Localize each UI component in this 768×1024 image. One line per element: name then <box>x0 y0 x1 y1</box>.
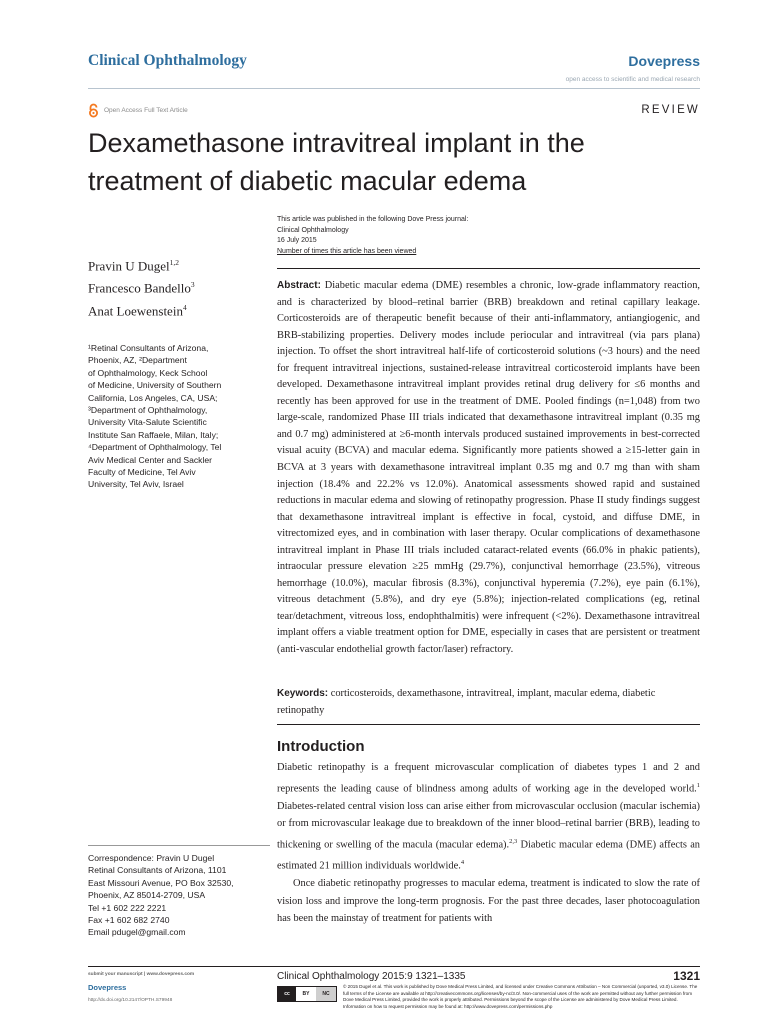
introduction-body <box>277 759 700 928</box>
affiliation-line: Faculty of Medicine, Tel Aviv <box>88 467 196 478</box>
open-access-label: Open Access Full Text Article <box>104 106 188 114</box>
abstract-bottom-rule <box>277 724 700 725</box>
reference-link[interactable]: 2,3 <box>509 837 518 845</box>
title-line-2: treatment of diabetic macular edema <box>88 166 527 196</box>
affiliation-line: ⁴Department of Ophthalmology, Tel <box>88 442 222 453</box>
reference-link[interactable]: 1 <box>696 781 700 789</box>
paragraph: Diabetic retinopathy is a frequent microvascular complication of diabetes types 1 and 2 and represents the leading cause of blindness among adults of working age in the developed world.$^1$ Diabetes-related central vision loss can arise either from microvascular occlusion (macular ischemia) or from microvascular leakage due to breakdown of the inner blood–retinal barrier (BRB), leading to thickening or swelling of the macula (macular edema).$^{2,3}$ Diabetic macular edema (DME) affects an estimated 21 million individuals worldwide.$^4$ <box>277 762 701 872</box>
publisher-tagline: open access to scientific and medical research <box>565 76 700 83</box>
views-link[interactable]: Number of times this article has been viewed <box>277 247 417 255</box>
citation: Clinical Ophthalmology 2015:9 1321–1335 <box>277 971 466 982</box>
keywords-text: corticosteroids, dexamethasone, intravitreal, implant, macular edema, diabetic retinopathy <box>277 688 656 716</box>
correspondence-line: Phoenix, AZ 85014-2709, USA <box>88 890 206 901</box>
affiliation-line: University, Tel Aviv, Israel <box>88 479 184 490</box>
correspondence-line: Fax +1 602 682 2740 <box>88 915 170 926</box>
license-text: © 2015 Dugel et al. This work is published by Dove Medical Press Limited, and licensed under Creative Commons Attribution – Non Commercial (unported, v3.0) License. The full terms of the License are available at http://creativecommons.org/licenses/by-nc/3.0/. Non-commercial uses of the work are permitted without any further permission from Dove Medical Press Limited, provided the work is properly attributed. Permissions beyond the scope of the License are administered by Dove Medical Press Limited. Information on how to request permission may be found at: http://www.dovepress.com/permissions.php <box>343 984 698 1009</box>
footer-rule <box>88 966 700 967</box>
nc-icon: NC <box>316 987 336 1001</box>
abstract-top-rule <box>277 268 700 269</box>
correspondence-line: Retinal Consultants of Arizona, 1101 <box>88 865 227 876</box>
affiliation-line: ³Department of Ophthalmology, <box>88 405 208 416</box>
section-heading: Introduction <box>277 738 365 755</box>
author: Pravin U Dugel$^{1,2}$ <box>88 258 179 274</box>
reference-link[interactable]: 4 <box>460 858 465 866</box>
abstract <box>277 278 700 659</box>
affiliation-line: Aviv Medical Center and Sackler <box>88 454 213 465</box>
publisher-logo[interactable]: Dovepress <box>628 53 700 69</box>
article-title <box>88 124 688 200</box>
submit-link[interactable]: submit your manuscript | www.dovepress.com <box>88 972 195 977</box>
publication-date: 16 July 2015 <box>277 237 317 244</box>
publication-info <box>277 215 468 257</box>
correspondence <box>88 852 270 939</box>
publication-line: This article was published in the following Dove Press journal: <box>277 216 469 223</box>
keywords-label: Keywords: <box>277 688 329 699</box>
by-icon: BY <box>296 987 316 1001</box>
open-access-icon <box>88 103 99 118</box>
header-rule <box>88 88 700 89</box>
footer-left <box>88 972 194 1003</box>
affiliation-line: Institute San Raffaele, Milan, Italy; <box>88 429 219 440</box>
affiliation-line: of Ophthalmology, Keck School <box>88 367 208 378</box>
correspondence-line: East Missouri Avenue, PO Box 32530, <box>88 877 234 888</box>
open-access-badge <box>88 102 188 118</box>
affiliation-line: ¹Retinal Consultants of Arizona, <box>88 343 209 353</box>
correspondence-line: Correspondence: Pravin U Dugel <box>88 853 215 863</box>
doi-link[interactable]: http://dx.doi.org/10.2147/OPTH.S79948 <box>88 998 173 1003</box>
affiliation-line: of Medicine, University of Southern <box>88 380 222 391</box>
abstract-label: Abstract: <box>277 280 321 291</box>
journal-name: Clinical Ophthalmology <box>88 52 247 69</box>
page-number: 1321 <box>673 969 700 983</box>
creative-commons-badge[interactable] <box>277 986 337 1002</box>
affiliations <box>88 342 268 491</box>
article-type: REVIEW <box>641 104 700 116</box>
author-list <box>88 253 195 320</box>
keywords <box>277 686 700 719</box>
affiliation-line: Phoenix, AZ, ²Department <box>88 355 187 366</box>
cc-icon: cc <box>278 987 296 1001</box>
paragraph: Once diabetic retinopathy progresses to macular edema, treatment is indicated to slow the rate of vision loss and improve the long-term prognosis. For the past three decades, laser photocoagulation has been the mainstay of treatment for patients with <box>277 877 700 925</box>
author: Anat Loewenstein$^4$ <box>88 302 187 318</box>
affiliation-line: California, Los Angeles, CA, USA; <box>88 392 218 403</box>
correspondence-email[interactable]: Email pdugel@gmail.com <box>88 927 186 938</box>
correspondence-line: Tel +1 602 222 2221 <box>88 902 167 913</box>
title-line-1: Dexamethasone intravitreal implant in the <box>88 128 585 158</box>
abstract-text: Diabetic macular edema (DME) resembles a chronic, low-grade inflammatory reaction, and is characterized by blood–retinal barrier (BRB) breakdown and retinal capillary leakage. Corticosteroids are of therapeutic benefit because of their anti-inflammatory, antiangiogenic, and BRB-stabilizing properties. Delivery modes include periocular and intravitreal (via pars plana) injection. To offset the short intravitreal half-life of corticosteroid solutions (~3 hours) and the need for frequent intravitreal injections, sustained-release intravitreal corticosteroid implants have been developed. Dexamethasone intravitreal implant provides retinal drug delivery for ≤6 months and recently has been approved for use in the treatment of DME. Pooled findings (n=1,048) from two large-scale, randomized Phase III trials indicated that dexamethasone intravitreal implant (0.35 mg and 0.7 mg) administered at ≥6-month intervals produced sustained improvements in best-corrected visual acuity (BCVA) and macular edema. Significantly more patients showed a ≥15-letter gain in BCVA at 3 years with dexamethasone intravitreal implant 0.35 mg and 0.7 mg than with sham injection (18.4% and 22.2% vs 12.0%). Anatomical assessments showed rapid and sustained reductions in macular edema and slowing of retinopathy progression. Phase II study findings suggest that dexamethasone intravitreal implant is effective in focal, cystoid, and diffuse DME, in vitrectomized eyes, and in combination with laser therapy. Ocular complications of dexamethasone intravitreal implant in Phase III trials included cataract-related events (66.0% in phakic patients), intraocular pressure elevation ≥25 mmHg (29.7%), conjunctival hemorrhage (23.5%), vitreous hemorrhage (10.0%), macular fibrosis (8.3%), conjunctival hyperemia (7.2%), eye pain (6.1%), vitreous detachment (5.8%), and dry eye (5.8%); injection-related complications (eg, retinal tear/detachment, vitreous loss, endophthalmitis) were infrequent (<2%). Dexamethasone intravitreal implant offers a viable treatment option for DME, especially in cases that are persistent or treatment (anti-vascular endothelial growth factor/laser) refractory. <box>277 280 700 656</box>
footer-brand[interactable]: Dovepress <box>88 983 127 992</box>
author: Francesco Bandello$^3$ <box>88 280 195 296</box>
affiliation-line: University Vita-Salute Scientific <box>88 417 207 428</box>
publication-journal: Clinical Ophthalmology <box>277 226 349 234</box>
correspondence-rule <box>88 845 270 846</box>
